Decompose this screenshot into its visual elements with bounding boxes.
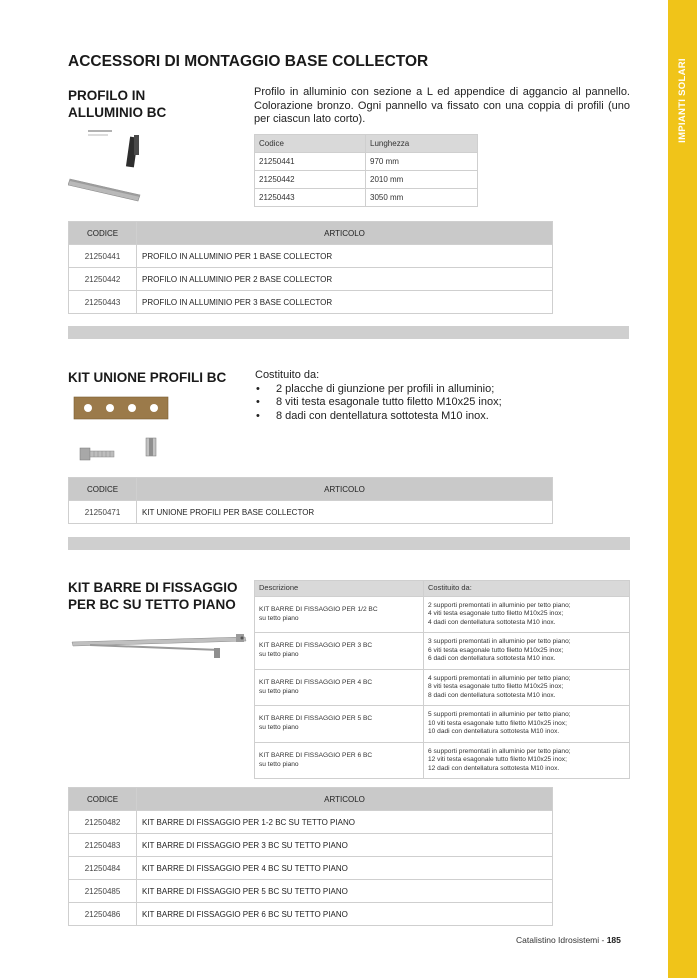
article-header-code: CODICE	[69, 222, 137, 245]
table-row	[69, 811, 553, 834]
section3-article-table	[68, 787, 553, 926]
spec-code: 21250441	[255, 153, 366, 171]
kit-header-contents: Costituito da:	[424, 581, 630, 597]
page-title: ACCESSORI DI MONTAGGIO BASE COLLECTOR	[68, 53, 429, 70]
article-code: 21250482	[69, 811, 137, 834]
kit-description-line2: su tetto piano	[259, 687, 299, 695]
joint-kit-image	[72, 394, 172, 466]
article-code: 21250484	[69, 857, 137, 880]
kit-description	[255, 670, 424, 706]
article-name: KIT BARRE DI FISSAGGIO PER 5 BC SU TETTO PIANO	[137, 880, 553, 903]
section3-title-line1: KIT BARRE DI FISSAGGIO	[68, 580, 238, 595]
kit-contents-line: 4 viti testa esagonale tutto filetto M10x25 inox;	[428, 610, 564, 618]
article-name: KIT BARRE DI FISSAGGIO PER 6 BC SU TETTO PIANO	[137, 903, 553, 926]
table-row	[69, 880, 553, 903]
kit-description-line1: KIT BARRE DI FISSAGGIO PER 4 BC	[259, 678, 373, 686]
table-row	[255, 597, 630, 633]
article-code: 21250486	[69, 903, 137, 926]
section3-kit-table	[254, 580, 630, 779]
spec-row	[255, 153, 478, 171]
table-row	[69, 245, 553, 268]
spec-row	[255, 171, 478, 189]
article-code: 21250443	[69, 291, 137, 314]
kit-contents	[424, 633, 630, 670]
kit-description-line2: su tetto piano	[259, 724, 299, 731]
section1-article-table	[68, 221, 553, 314]
page-number: 185	[606, 935, 621, 945]
section2-article-table	[68, 477, 553, 524]
kit-contents	[424, 597, 630, 633]
article-header-name: ARTICOLO	[137, 788, 553, 811]
section1-description: Profilo in alluminio con sezione a L ed appendice di aggancio al pannello. Colorazione bronzo. Ogni pannello va fissato con una coppia di profili (uno per ciascun lato corto).	[254, 86, 630, 125]
article-header-name: ARTICOLO	[137, 222, 553, 245]
kit-contents-line: 10 dadi con dentellatura sottotesta M10 inox.	[428, 728, 560, 736]
section2-description	[255, 369, 635, 423]
spec-row	[255, 189, 478, 207]
kit-contents-line: 12 viti testa esagonale tutto filetto M10x25 inox;	[428, 756, 567, 764]
kit-header-row	[255, 581, 630, 597]
article-header-code: CODICE	[69, 788, 137, 811]
table-row	[255, 670, 630, 706]
kit-contents	[424, 706, 630, 743]
article-header-name: ARTICOLO	[137, 478, 553, 501]
article-header-row	[69, 478, 553, 501]
kit-contents	[424, 670, 630, 706]
kit-description	[255, 633, 424, 670]
kit-contents-line: 4 dadi con dentellatura sottotesta M10 inox.	[428, 618, 556, 626]
table-row	[69, 857, 553, 880]
section-divider	[68, 537, 630, 550]
table-row	[69, 834, 553, 857]
spec-length: 970 mm	[366, 153, 478, 171]
kit-contents-line: 12 dadi con dentellatura sottotesta M10 inox.	[428, 764, 560, 772]
section1-title	[68, 87, 166, 121]
article-header-code: CODICE	[69, 478, 137, 501]
spec-header-code: Codice	[255, 135, 366, 153]
page-footer	[516, 935, 621, 945]
table-row	[69, 291, 553, 314]
side-label: IMPIANTI SOLARI	[677, 57, 689, 143]
kit-contents	[424, 743, 630, 779]
article-code: 21250483	[69, 834, 137, 857]
list-item: • 8 viti testa esagonale tutto filetto M10x25 inox;	[255, 396, 635, 410]
spec-length: 3050 mm	[366, 189, 478, 207]
table-row	[255, 706, 630, 743]
kit-description-line2: su tetto piano	[259, 651, 299, 658]
section3-title	[68, 579, 238, 613]
table-row	[255, 633, 630, 670]
kit-description-line2: su tetto piano	[259, 760, 299, 768]
table-row	[69, 903, 553, 926]
section2-title: KIT UNIONE PROFILI BC	[68, 370, 227, 385]
kit-contents-line: 8 dadi con dentellatura sottotesta M10 inox.	[428, 691, 556, 699]
list-item: • 8 dadi con dentellatura sottotesta M10 inox.	[255, 410, 635, 424]
article-name: KIT UNIONE PROFILI PER BASE COLLECTOR	[137, 501, 553, 524]
spec-header-length: Lunghezza	[366, 135, 478, 153]
footer-catalog: Catalistino Idrosistemi -	[516, 935, 607, 945]
kit-contents-line: 6 viti testa esagonale tutto filetto M10x25 inox;	[428, 646, 564, 654]
kit-description-line1: KIT BARRE DI FISSAGGIO PER 6 BC	[259, 751, 373, 759]
kit-contents-line: 6 supporti premontati in alluminio per tetto piano;	[428, 747, 571, 755]
kit-description-line1: KIT BARRE DI FISSAGGIO PER 3 BC	[259, 642, 373, 650]
article-header-row	[69, 222, 553, 245]
article-name: KIT BARRE DI FISSAGGIO PER 3 BC SU TETTO PIANO	[137, 834, 553, 857]
spec-code: 21250443	[255, 189, 366, 207]
spec-length: 2010 mm	[366, 171, 478, 189]
aluminium-profile-image	[68, 125, 150, 203]
article-name: PROFILO IN ALLUMINIO PER 3 BASE COLLECTOR	[137, 291, 553, 314]
article-code: 21250471	[69, 501, 137, 524]
fixing-bars-image	[70, 632, 250, 662]
kit-header-description: Descrizione	[255, 581, 424, 597]
kit-description	[255, 597, 424, 633]
side-label-box	[668, 50, 697, 150]
kit-contents-line: 10 viti testa esagonale tutto filetto M10x25 inox;	[428, 719, 567, 727]
kit-contents-line: 4 supporti premontati in alluminio per tetto piano;	[428, 674, 571, 682]
kit-contents-line: 5 supporti premontati in alluminio per tetto piano;	[428, 711, 571, 719]
spec-code: 21250442	[255, 171, 366, 189]
article-name: PROFILO IN ALLUMINIO PER 1 BASE COLLECTOR	[137, 245, 553, 268]
kit-description-line1: KIT BARRE DI FISSAGGIO PER 5 BC	[259, 715, 373, 723]
list-item: • 2 placche di giunzione per profili in alluminio;	[255, 383, 635, 397]
spec-header-row	[255, 135, 478, 153]
kit-contents-line: 2 supporti premontati in alluminio per tetto piano;	[428, 601, 571, 609]
section2-intro: Costituito da:	[255, 369, 320, 381]
table-row	[69, 268, 553, 291]
table-row	[69, 501, 553, 524]
kit-description	[255, 706, 424, 743]
table-row	[255, 743, 630, 779]
kit-contents-line: 8 viti testa esagonale tutto filetto M10x25 inox;	[428, 683, 564, 691]
article-code: 21250442	[69, 268, 137, 291]
section-divider	[68, 326, 629, 339]
kit-description	[255, 743, 424, 779]
section2-bullets	[255, 383, 635, 424]
section1-spec-table	[254, 134, 478, 207]
kit-description-line1: KIT BARRE DI FISSAGGIO PER 1/2 BC	[259, 605, 378, 613]
article-code: 21250485	[69, 880, 137, 903]
section3-title-line2: PER BC SU TETTO PIANO	[68, 597, 236, 612]
section1-title-line1: PROFILO IN	[68, 88, 146, 103]
article-code: 21250441	[69, 245, 137, 268]
article-header-row	[69, 788, 553, 811]
kit-contents-line: 3 supporti premontati in alluminio per tetto piano;	[428, 638, 571, 646]
kit-contents-line: 6 dadi con dentellatura sottotesta M10 inox.	[428, 655, 556, 663]
kit-description-line2: su tetto piano	[259, 614, 299, 622]
article-name: KIT BARRE DI FISSAGGIO PER 1-2 BC SU TETTO PIANO	[137, 811, 553, 834]
section1-title-line2: ALLUMINIO BC	[68, 105, 167, 120]
article-name: PROFILO IN ALLUMINIO PER 2 BASE COLLECTOR	[137, 268, 553, 291]
article-name: KIT BARRE DI FISSAGGIO PER 4 BC SU TETTO PIANO	[137, 857, 553, 880]
